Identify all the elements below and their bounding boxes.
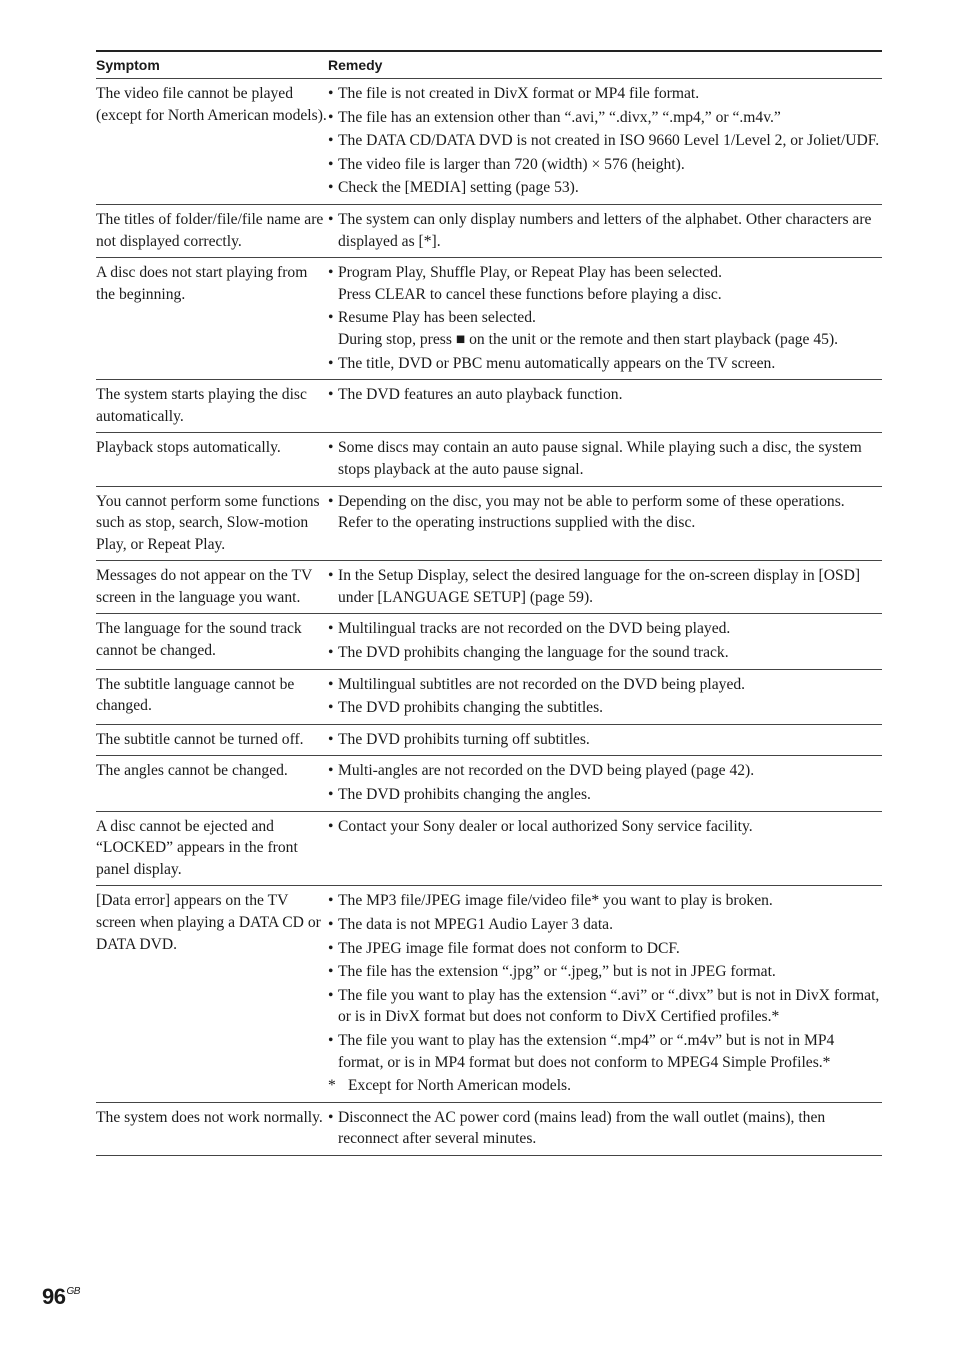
remedy-text: The DVD prohibits turning off subtitles. [338,730,590,748]
remedy-text: Check the [MEDIA] setting (page 53). [338,179,579,197]
remedy-item [328,697,882,719]
symptom-cell: The titles of folder/file/file name are not displayed correctly. [96,210,324,250]
troubleshooting-table [96,50,882,1156]
remedy-text: The file has an extension other than “.avi,” “.divx,” “.mp4,” or “.m4v.” [338,108,781,126]
footnote-mark: * [328,1077,336,1095]
remedy-item [328,784,882,806]
remedy-text: The DVD prohibits changing the subtitles. [338,699,604,717]
remedy-item [328,816,882,838]
remedy-column-header: Remedy [328,57,383,73]
page-number [42,1284,80,1310]
bullet-icon: • [328,210,334,228]
bullet-icon: • [328,786,334,804]
bullet-icon: • [328,963,334,981]
remedy-text: The DVD prohibits changing the angles. [338,786,591,804]
remedy-item [328,938,882,960]
remedy-text: The title, DVD or PBC menu automatically appears on the TV screen. [338,354,776,372]
remedy-cell [328,816,882,881]
remedy-text: The DVD prohibits changing the language for the sound track. [338,644,729,662]
symptom-cell: The angles cannot be changed. [96,762,288,780]
remedy-text: The file has the extension “.jpg” or “.jpeg,” but is not in JPEG format. [338,963,776,981]
remedy-cell [328,565,882,608]
remedy-item [328,262,882,305]
bullet-icon: • [328,264,334,282]
remedy-cell [328,384,882,427]
bullet-icon: • [328,730,334,748]
remedy-cell [328,729,882,751]
remedy-item [328,890,882,912]
remedy-text: The file is not created in DivX format or MP4 file format. [338,85,700,102]
symptom-column-header: Symptom [96,57,160,73]
bullet-icon: • [328,309,334,327]
remedy-text: The file you want to play has the extension “.avi” or “.divx” but is not in DivX format, or is in DivX format but does not conform to DivX Certified profiles.* [338,986,880,1026]
bullet-icon: • [328,699,334,717]
symptom-cell: The video file cannot be played (except for North American models). [96,85,327,124]
remedy-text: Depending on the disc, you may not be able to perform some of these operations. Refer to the operating instructions supplied with the disc. [338,492,845,532]
symptom-cell: The subtitle cannot be turned off. [96,730,304,748]
table-row [96,561,882,614]
remedy-text: The file you want to play has the extension “.mp4” or “.m4v” but is not in MP4 format, or is in MP4 format but does not conform to MPEG4 Simple Profiles.* [338,1031,835,1071]
bullet-icon: • [328,439,334,457]
remedy-item [328,642,882,664]
remedy-item [328,437,882,480]
table-row [96,670,882,725]
remedy-cell [328,618,882,663]
table-row [96,725,882,757]
remedy-text: In the Setup Display, select the desired language for the on-screen display in [OSD] under [LANGUAGE SETUP] (page 59). [338,567,861,606]
bullet-icon: • [328,132,334,150]
bullet-icon: • [328,179,334,197]
remedy-text: The JPEG image file format does not conform to DCF. [338,939,680,957]
remedy-cell [328,437,882,480]
remedy-cell [328,491,882,556]
remedy-text: Resume Play has been selected. During stop, press ■ on the unit or the remote and then start playback (page 45). [338,309,839,348]
table-row [96,487,882,562]
remedy-item [328,177,882,199]
remedy-item [328,83,882,105]
remedy-item [328,353,882,375]
page-number-value: 96 [42,1284,66,1309]
remedy-item [328,209,882,252]
bullet-icon: • [328,567,334,585]
bullet-icon: • [328,675,334,693]
remedy-item [328,154,882,176]
bullet-icon: • [328,939,334,957]
bullet-icon: • [328,155,334,173]
footnote-text: Except for North American models. [348,1077,572,1095]
remedy-item [328,961,882,983]
table-header [96,52,882,79]
remedy-text: Multilingual subtitles are not recorded on the DVD being played. [338,675,746,693]
remedy-text: The DVD features an auto playback function. [338,386,623,404]
table-row [96,614,882,669]
remedy-item [328,491,882,534]
bullet-icon: • [328,354,334,372]
table-row [96,756,882,811]
symptom-cell: A disc cannot be ejected and “LOCKED” appears in the front panel display. [96,817,298,878]
remedy-text: The system can only display numbers and letters of the alphabet. Other characters are displayed as [*]. [338,210,872,250]
table-row [96,886,882,1102]
remedy-cell [328,760,882,805]
remedy-item [328,130,882,152]
symptom-cell: The system does not work normally. [96,1108,323,1126]
remedy-text: The DATA CD/DATA DVD is not created in ISO 9660 Level 1/Level 2, or Joliet/UDF. [338,132,880,150]
remedy-cell [328,262,882,374]
remedy-text: The data is not MPEG1 Audio Layer 3 data. [338,916,613,933]
bullet-icon: • [328,762,334,780]
remedy-item [328,914,882,936]
symptom-cell: The language for the sound track cannot be changed. [96,620,302,660]
bullet-icon: • [328,644,334,662]
remedy-text: Program Play, Shuffle Play, or Repeat Play has been selected. Press CLEAR to cancel these functions before playing a disc. [338,264,722,303]
table-row [96,205,882,258]
bullet-icon: • [328,620,334,638]
remedy-cell [328,890,882,1096]
table-row [96,1103,882,1156]
table-row [96,258,882,380]
footnote [328,1075,882,1097]
symptom-cell: The subtitle language cannot be changed. [96,675,295,715]
remedy-item [328,985,882,1028]
remedy-item [328,760,882,782]
bullet-icon: • [328,817,334,835]
table-row [96,380,882,433]
bullet-icon: • [328,1108,334,1126]
symptom-cell: The system starts playing the disc automatically. [96,386,307,425]
bullet-icon: • [328,386,334,404]
remedy-item [328,1107,882,1150]
page-number-suffix: GB [66,1286,80,1297]
table-row [96,812,882,887]
remedy-text: The MP3 file/JPEG image file/video file* you want to play is broken. [338,892,773,910]
symptom-cell: You cannot perform some functions such as stop, search, Slow-motion Play, or Repeat Play. [96,492,320,553]
remedy-item [328,307,882,350]
remedy-text: The video file is larger than 720 (width) × 576 (height). [338,155,685,173]
symptom-cell: Messages do not appear on the TV screen in the language you want. [96,567,312,606]
remedy-text: Disconnect the AC power cord (mains lead) from the wall outlet (mains), then reconnect after several minutes. [338,1108,826,1148]
remedy-text: Multi-angles are not recorded on the DVD being played (page 42). [338,762,755,780]
remedy-item [328,565,882,608]
remedy-cell [328,209,882,252]
remedy-text: Some discs may contain an auto pause signal. While playing such a disc, the system stops playback at the auto pause signal. [338,439,862,478]
symptom-cell: [Data error] appears on the TV screen when playing a DATA CD or DATA DVD. [96,892,321,953]
remedy-item [328,107,882,129]
symptom-cell: A disc does not start playing from the beginning. [96,264,308,303]
bullet-icon: • [328,1031,334,1049]
remedy-item [328,618,882,640]
bullet-icon: • [328,85,334,102]
table-row [96,79,882,205]
table-row [96,433,882,486]
bullet-icon: • [328,892,334,910]
remedy-cell [328,1107,882,1150]
bullet-icon: • [328,986,334,1004]
remedy-item [328,729,882,751]
remedy-item [328,674,882,696]
bullet-icon: • [328,492,334,510]
remedy-text: Contact your Sony dealer or local authorized Sony service facility. [338,817,753,835]
remedy-item [328,384,882,406]
table-body [96,79,882,1156]
remedy-item [328,1030,882,1073]
remedy-text: Multilingual tracks are not recorded on the DVD being played. [338,620,731,638]
remedy-cell [328,674,882,719]
remedy-cell [328,83,882,199]
bullet-icon: • [328,916,334,933]
bullet-icon: • [328,108,334,126]
symptom-cell: Playback stops automatically. [96,439,281,457]
